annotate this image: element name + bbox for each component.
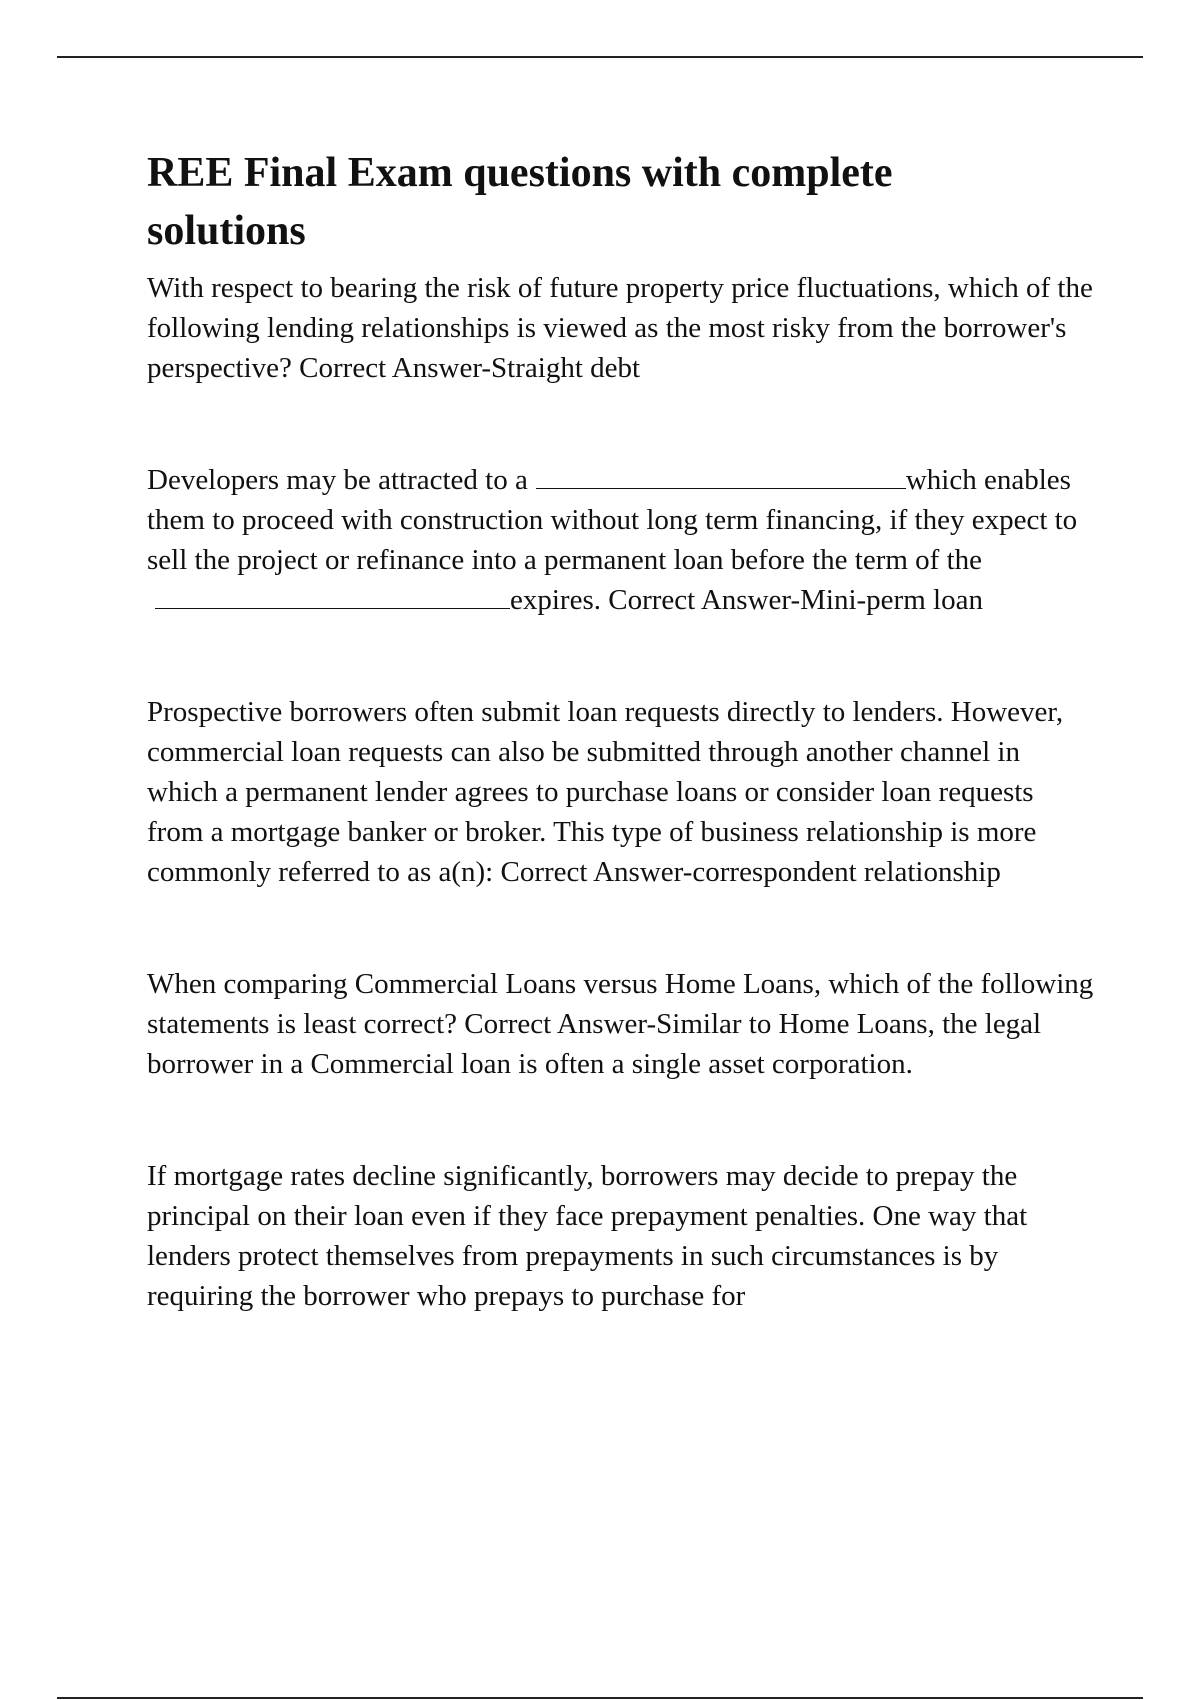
question-4: When comparing Commercial Loans versus Home Loans, which of the following statements is least correct? Correct Answer-Similar to Home Loans, the legal borrower in a Commercial loan is often a single asset corporation. (147, 968, 1094, 1080)
fill-in-blank (536, 462, 906, 489)
document-title: REE Final Exam questions with complete solutions (147, 150, 893, 254)
question-2-text-a: Developers may be attracted to a (147, 464, 528, 496)
fill-in-blank (155, 582, 510, 609)
question-2 (147, 460, 1097, 620)
question-2-text-b: which enables them to proceed with construction without long term financing, if they expect to sell the project or refinance into a permanent loan before the term of the (147, 464, 1078, 576)
bottom-divider (57, 1697, 1143, 1699)
question-3: Prospective borrowers often submit loan requests directly to lenders. However, commercial loan requests can also be submitted through another channel in which a permanent lender agrees to purchase loans or consider loan requests from a mortgage banker or broker. This type of business relationship is more commonly referred to as a(n): Correct Answer-correspondent relationship (147, 696, 1064, 888)
question-2-text-c: expires. Correct Answer-Mini-perm loan (510, 584, 983, 616)
document-body (147, 144, 1097, 1316)
question-5: If mortgage rates decline significantly, borrowers may decide to prepay the principal on their loan even if they face prepayment penalties. One way that lenders protect themselves from prepayments in such circumstances is by requiring the borrower who prepays to purchase for (147, 1160, 1028, 1312)
question-1: With respect to bearing the risk of future property price fluctuations, which of the following lending relationships is viewed as the most risky from the borrower's perspective? Correct Answer-Straight debt (147, 272, 1093, 384)
top-divider (57, 56, 1143, 58)
